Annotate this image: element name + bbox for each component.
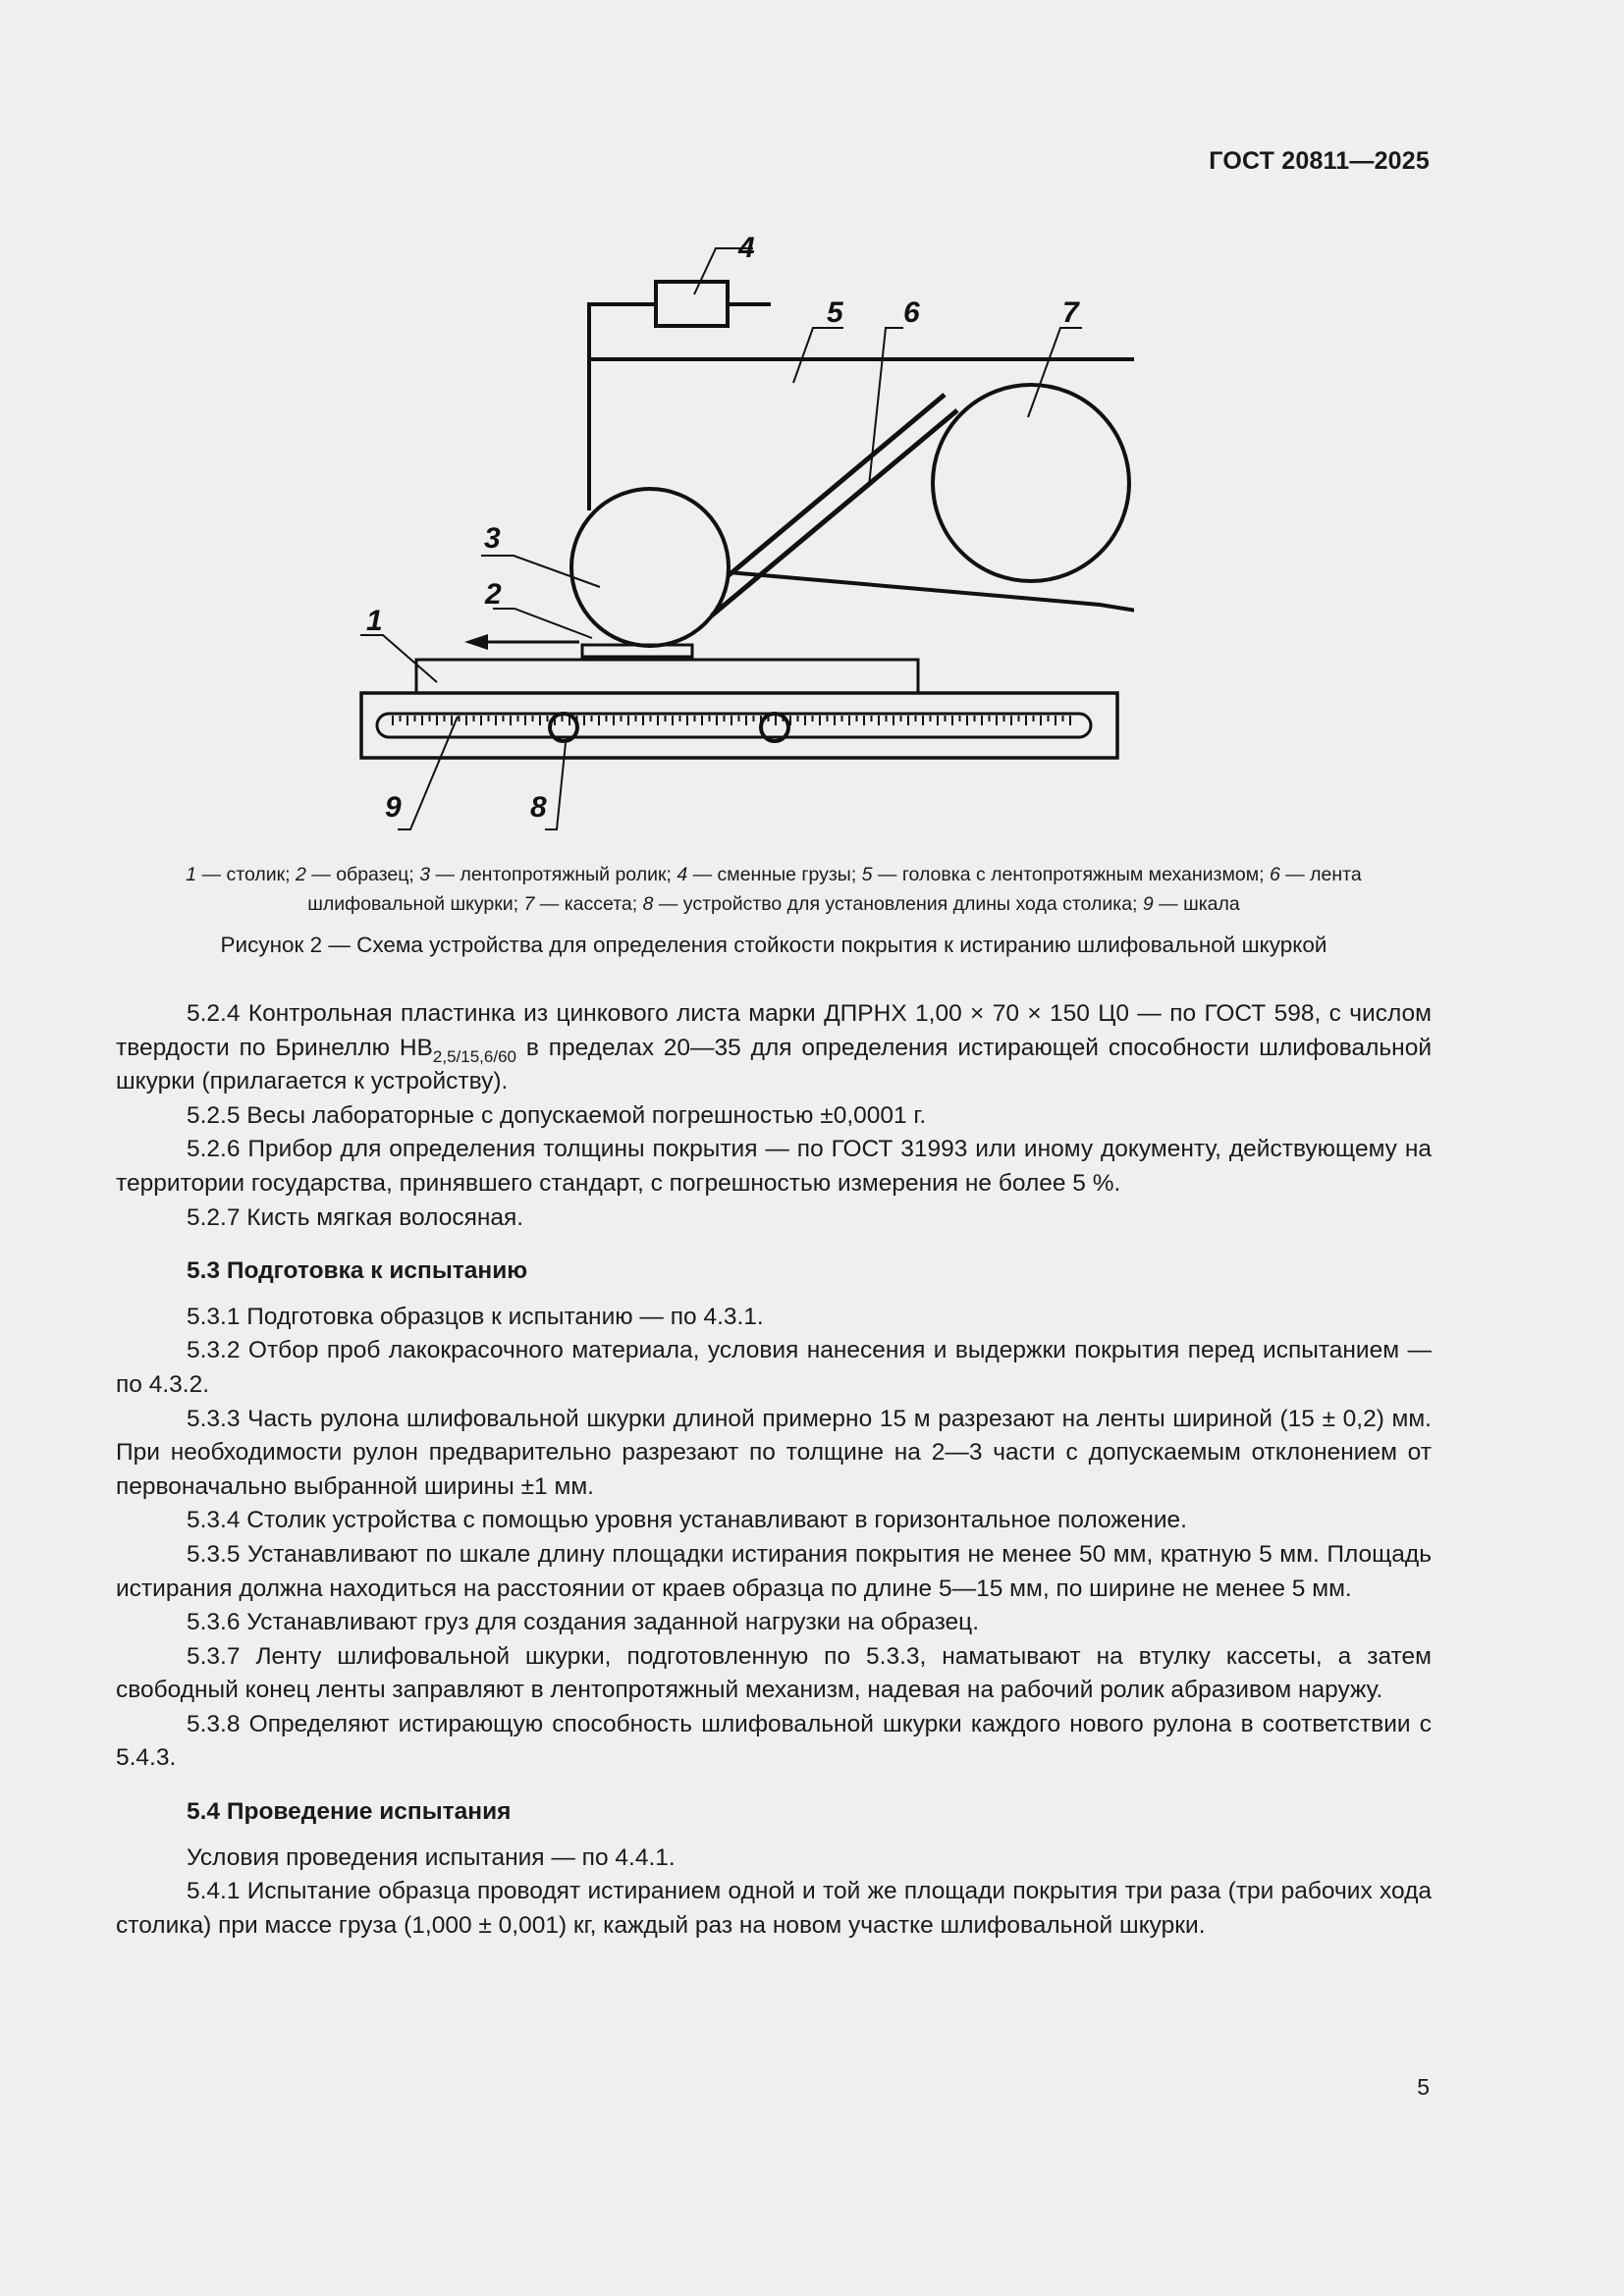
belt-lower	[728, 395, 945, 576]
legend-item-5: 5 — головка с лентопротяжным механизмом;	[861, 864, 1270, 885]
legend-item-4: 4 — сменные грузы;	[677, 864, 862, 885]
document-id: ГОСТ 20811—2025	[1209, 147, 1430, 175]
weight-box	[656, 282, 728, 326]
cassette	[933, 385, 1129, 581]
page-number: 5	[1417, 2074, 1430, 2100]
paragraph-5-4-intro: Условия проведения испытания — по 4.4.1.	[187, 1843, 676, 1871]
paragraph-5-3-6: 5.3.6 Устанавливают груз для создания заданной нагрузки на образец.	[187, 1609, 980, 1636]
paragraph-5-3-1: 5.3.1 Подготовка образцов к испытанию — по 4.3.1.	[187, 1303, 764, 1330]
callout-4: 4	[738, 232, 755, 264]
paragraph-5-3-4: 5.3.4 Столик устройства с помощью уровня устанавливают в горизонтальное положение.	[187, 1507, 1187, 1534]
device-schematic	[349, 224, 1134, 852]
table	[416, 660, 918, 693]
legend-item-7: 7 — кассета;	[523, 893, 643, 915]
roller	[571, 489, 729, 646]
callout-3: 3	[484, 522, 501, 555]
figure-caption: Рисунок 2 — Схема устройства для определения стойкости покрытия к истиранию шлифовальной шкуркой	[220, 933, 1327, 957]
slot	[377, 714, 1091, 737]
callout-7: 7	[1062, 296, 1079, 329]
paragraph-5-3-7: 5.3.7 Ленту шлифовальной шкурки, подготовленную по 5.3.3, наматывают на втулку кассеты, а затем свободный конец ленты заправляют в лентопротяжный механизм, надевая на рабочий ролик абразивом наружу.	[116, 1642, 1432, 1704]
legend-item-2: 2 — образец;	[296, 864, 420, 885]
paragraph-5-2-6: 5.2.6 Прибор для определения толщины покрытия — по ГОСТ 31993 или иному документу, действующему на территории государства, принявшего стандарт, с погрешностью измерения не более 5 %.	[116, 1136, 1432, 1197]
callout-9: 9	[385, 791, 402, 824]
body-text	[116, 997, 1432, 1943]
figure-legend	[116, 860, 1432, 919]
legend-item-9: 9 — шкала	[1142, 893, 1240, 915]
belt-upper	[712, 410, 957, 615]
paragraph-5-3-2: 5.3.2 Отбор проб лакокрасочного материала, условия нанесения и выдержки покрытия перед испытанием — по 4.3.2.	[116, 1337, 1432, 1398]
paragraph-5-2-7: 5.2.7 Кисть мягкая волосяная.	[187, 1203, 524, 1231]
base	[361, 693, 1117, 758]
legend-item-6: 6 — лента шлифовальной шкурки;	[307, 864, 1362, 915]
paragraph-5-2-5: 5.2.5 Весы лабораторные с допускаемой погрешностью ±0,0001 г.	[187, 1101, 927, 1129]
callout-5: 5	[827, 296, 843, 329]
legend-item-1: 1 — столик;	[186, 864, 296, 885]
paragraph-5-2-4: 5.2.4 Контрольная пластинка из цинкового листа марки ДПРНХ 1,00 × 70 × 150 Ц0 — по ГОСТ 598, с числом твердости по Бринеллю $НВ_{2,5/15,6/60}$ в пределах 20—35 для определения истирающей способности шлифовальной шкурки (прилагается к устройству).	[116, 1000, 1432, 1095]
paragraph-5-3-3: 5.3.3 Часть рулона шлифовальной шкурки длиной примерно 15 м разрезают на ленты шириной (15 ± 0,2) мм. При необходимости рулон предварительно разрезают по толщине на 2—3 части с допускаемым отклонением от первоначально выбранной ширины ±1 мм.	[116, 1405, 1432, 1500]
callout-6: 6	[903, 296, 920, 329]
callout-8: 8	[530, 791, 547, 824]
legend-item-8: 8 — устройство для установления длины хода столика;	[642, 893, 1143, 915]
callout-1: 1	[366, 605, 383, 637]
direction-arrow	[464, 634, 488, 650]
heading-5-3: 5.3 Подготовка к испытанию	[187, 1257, 528, 1285]
paragraph-5-3-5: 5.3.5 Устанавливают по шкале длину площадки истирания покрытия не менее 50 мм, кратную 5 мм. Площадь истирания должна находиться на расстоянии от краев образца по длине 5—15 мм, по ширине не менее 5 мм.	[116, 1540, 1432, 1602]
heading-5-4: 5.4 Проведение испытания	[187, 1798, 512, 1826]
paragraph-5-4-1: 5.4.1 Испытание образца проводят истиранием одной и той же площади покрытия три раза (три рабочих хода столика) при массе груза (1,000 ± 0,001) кг, каждый раз на новом участке шлифовальной шкурки.	[116, 1878, 1432, 1939]
legend-item-3: 3 — лентопротяжный ролик;	[419, 864, 677, 885]
paragraph-5-3-8: 5.3.8 Определяют истирающую способность шлифовальной шкурки каждого нового рулона в соответствии с 5.4.3.	[116, 1710, 1432, 1772]
callout-2: 2	[485, 578, 502, 611]
